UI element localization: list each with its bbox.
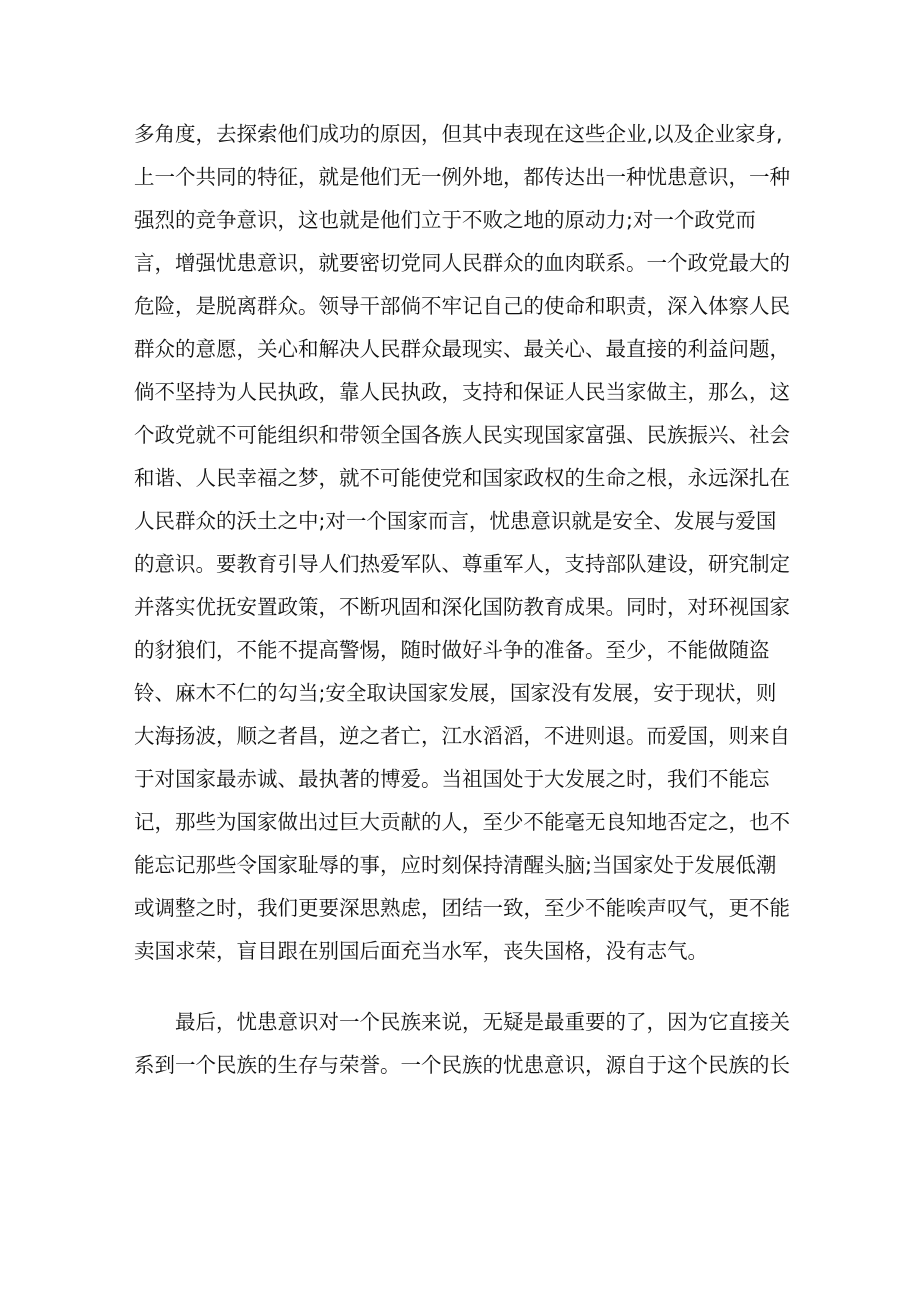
text-line: 个政党就不可能组织和带领全国各族人民实现国家富强、民族振兴、社会 [134,423,790,447]
text-line: 言，增强忧患意识，就要密切党同人民群众的血肉联系。一个政党最大的 [134,251,790,275]
text-line: 并落实优抚安置政策，不断巩固和深化国防教育成果。同时，对环视国家 [134,595,790,619]
text-line: 的豺狼们，不能不提高警惕，随时做好斗争的准备。至少，不能做随盗 [134,638,770,662]
text-line: 记，那些为国家做出过巨大贡献的人，至少不能毫无良知地否定之，也不 [134,810,790,834]
text-line: 倘不坚持为人民执政，靠人民执政，支持和保证人民当家做主，那么，这 [134,380,790,404]
text-line: 强烈的竞争意识，这也就是他们立于不败之地的原动力;对一个政党而 [134,208,756,232]
text-line: 卖国求荣，盲目跟在别国后面充当水军，丧失国格，没有志气。 [134,939,708,963]
body-text [134,113,794,1087]
text-line: 和谐、人民幸福之梦，就不可能使党和国家政权的生命之根，永远深扎在 [134,466,790,490]
text-line: 的意识。要教育引导人们热爱军队、尊重军人，支持部队建设，研究制定 [134,552,790,576]
text-line: 或调整之时，我们更要深思熟虑，团结一致，至少不能唉声叹气，更不能 [134,896,790,920]
text-line: 上一个共同的特征，就是他们无一例外地，都传达出一种忧患意识，一种 [134,165,790,189]
text-line: 系到一个民族的生存与荣誉。一个民族的忧患意识，源自于这个民族的长 [134,1053,790,1077]
paragraph-1 [134,113,794,973]
text-line: 多角度，去探索他们成功的原因，但其中表现在这些企业,以及企业家身, [134,122,783,146]
text-line: 危险，是脱离群众。领导干部倘不牢记自己的使命和职责，深入体察人民 [134,294,790,318]
paragraph-spacing [134,973,794,1001]
text-line: 大海扬波，顺之者昌，逆之者亡，江水滔滔，不进则退。而爱国，则来自 [134,724,790,748]
text-line: 最后，忧患意识对一个民族来说，无疑是最重要的了，因为它直接关 [175,1010,790,1034]
paragraph-2 [134,1001,794,1087]
text-line: 能忘记那些令国家耻辱的事，应时刻保持清醒头脑;当国家处于发展低潮 [134,853,777,877]
text-line: 人民群众的沃土之中;对一个国家而言，忧患意识就是安全、发展与爱国 [134,509,777,533]
text-line: 铃、麻木不仁的勾当;安全取诀国家发展，国家没有发展，安于现状，则 [134,681,777,705]
text-line: 于对国家最赤诚、最执著的博爱。当祖国处于大发展之时，我们不能忘 [134,767,770,791]
text-line: 群众的意愿，关心和解决人民群众最现实、最关心、最直接的利益问题， [134,337,790,361]
